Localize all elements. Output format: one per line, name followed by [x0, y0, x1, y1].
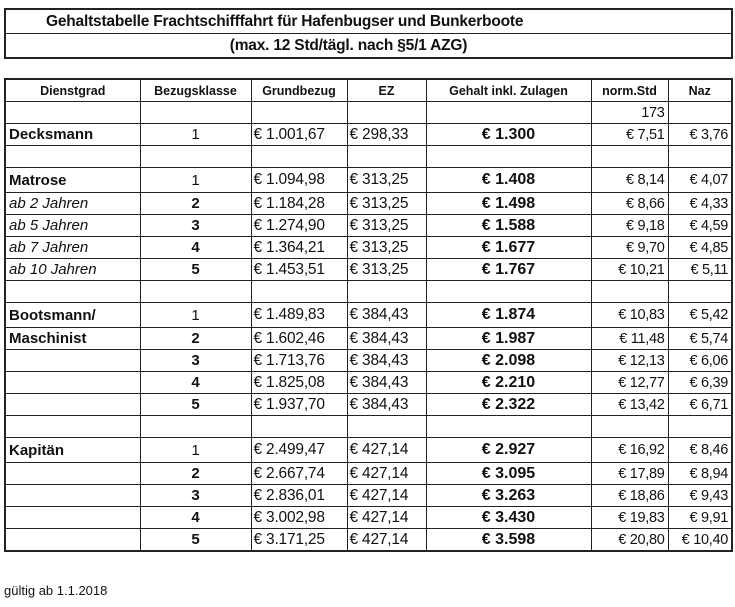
- class-cell: 3: [140, 485, 251, 507]
- ez-cell: € 427,14: [347, 507, 426, 529]
- rank-cell: Matrose: [5, 168, 140, 193]
- document-title: Gehaltstabelle Frachtschifffahrt für Hafenbugser und Bunkerboote: [6, 10, 731, 34]
- class-cell: 1: [140, 124, 251, 146]
- base-salary-cell: € 1.184,28: [251, 193, 347, 215]
- header-gehalt: Gehalt inkl. Zulagen: [426, 79, 591, 102]
- naz-cell: € 9,91: [668, 507, 732, 529]
- norm-hours-value: 173: [591, 102, 668, 124]
- table-row: [5, 303, 732, 328]
- table-row: [5, 372, 732, 394]
- rank-cell: Decksmann: [5, 124, 140, 146]
- class-cell: 4: [140, 507, 251, 529]
- base-salary-cell: € 3.171,25: [251, 529, 347, 552]
- class-cell: 4: [140, 237, 251, 259]
- total-salary-cell: € 1.987: [426, 328, 591, 350]
- ez-cell: € 384,43: [347, 350, 426, 372]
- class-cell: 3: [140, 350, 251, 372]
- table-row: [5, 485, 732, 507]
- hourly-rate-cell: € 9,70: [591, 237, 668, 259]
- ez-cell: € 298,33: [347, 124, 426, 146]
- rank-cell: [5, 350, 140, 372]
- naz-cell: € 9,43: [668, 485, 732, 507]
- naz-cell: € 10,40: [668, 529, 732, 552]
- naz-cell: € 6,06: [668, 350, 732, 372]
- hourly-rate-cell: € 13,42: [591, 394, 668, 416]
- base-salary-cell: € 2.499,47: [251, 438, 347, 463]
- base-salary-cell: € 1.489,83: [251, 303, 347, 328]
- table-header-row: [5, 79, 732, 102]
- table-row: [5, 438, 732, 463]
- naz-cell: € 8,46: [668, 438, 732, 463]
- hourly-rate-cell: € 10,21: [591, 259, 668, 281]
- ez-cell: € 427,14: [347, 438, 426, 463]
- ez-cell: € 313,25: [347, 215, 426, 237]
- base-salary-cell: € 1.274,90: [251, 215, 347, 237]
- class-cell: 5: [140, 259, 251, 281]
- salary-table: [4, 78, 733, 552]
- header-dienstgrad: Dienstgrad: [5, 79, 140, 102]
- spacer-row: [5, 416, 732, 438]
- base-salary-cell: € 1.713,76: [251, 350, 347, 372]
- table-row: [5, 124, 732, 146]
- naz-cell: € 4,59: [668, 215, 732, 237]
- naz-cell: € 3,76: [668, 124, 732, 146]
- spacer-row: [5, 146, 732, 168]
- class-cell: 3: [140, 215, 251, 237]
- ez-cell: € 384,43: [347, 328, 426, 350]
- header-naz: Naz: [668, 79, 732, 102]
- rank-cell: Kapitän: [5, 438, 140, 463]
- table-row: [5, 394, 732, 416]
- table-row: [5, 193, 732, 215]
- total-salary-cell: € 3.263: [426, 485, 591, 507]
- base-salary-cell: € 1.001,67: [251, 124, 347, 146]
- ez-cell: € 384,43: [347, 394, 426, 416]
- ez-cell: € 427,14: [347, 529, 426, 552]
- class-cell: 5: [140, 529, 251, 552]
- naz-cell: € 6,71: [668, 394, 732, 416]
- base-salary-cell: € 1.364,21: [251, 237, 347, 259]
- ez-cell: € 313,25: [347, 237, 426, 259]
- title-box: [4, 8, 733, 59]
- rank-cell: ab 7 Jahren: [5, 237, 140, 259]
- rank-cell: [5, 529, 140, 552]
- total-salary-cell: € 1.408: [426, 168, 591, 193]
- table-row: [5, 350, 732, 372]
- base-salary-cell: € 2.836,01: [251, 485, 347, 507]
- total-salary-cell: € 1.588: [426, 215, 591, 237]
- document-subtitle: (max. 12 Std/tägl. nach §5/1 AZG): [229, 37, 468, 54]
- base-salary-cell: € 1.825,08: [251, 372, 347, 394]
- header-norm-std: norm.Std: [591, 79, 668, 102]
- naz-cell: € 6,39: [668, 372, 732, 394]
- rank-cell: [5, 463, 140, 485]
- total-salary-cell: € 1.767: [426, 259, 591, 281]
- base-salary-cell: € 1.602,46: [251, 328, 347, 350]
- total-salary-cell: € 3.430: [426, 507, 591, 529]
- ez-cell: € 427,14: [347, 463, 426, 485]
- rank-cell: [5, 372, 140, 394]
- total-salary-cell: € 3.598: [426, 529, 591, 552]
- total-salary-cell: € 1.677: [426, 237, 591, 259]
- class-cell: 2: [140, 193, 251, 215]
- hourly-rate-cell: € 19,83: [591, 507, 668, 529]
- header-grundbezug: Grundbezug: [251, 79, 347, 102]
- class-cell: 4: [140, 372, 251, 394]
- total-salary-cell: € 1.498: [426, 193, 591, 215]
- validity-note: gültig ab 1.1.2018: [4, 583, 108, 598]
- norm-hours-row: [5, 102, 732, 124]
- ez-cell: € 384,43: [347, 303, 426, 328]
- hourly-rate-cell: € 12,77: [591, 372, 668, 394]
- ez-cell: € 384,43: [347, 372, 426, 394]
- ez-cell: € 313,25: [347, 259, 426, 281]
- header-bezugsklasse: Bezugsklasse: [140, 79, 251, 102]
- total-salary-cell: € 1.874: [426, 303, 591, 328]
- hourly-rate-cell: € 16,92: [591, 438, 668, 463]
- naz-cell: € 5,42: [668, 303, 732, 328]
- table-row: [5, 328, 732, 350]
- hourly-rate-cell: € 8,14: [591, 168, 668, 193]
- rank-cell: [5, 485, 140, 507]
- base-salary-cell: € 1.094,98: [251, 168, 347, 193]
- hourly-rate-cell: € 12,13: [591, 350, 668, 372]
- hourly-rate-cell: € 17,89: [591, 463, 668, 485]
- class-cell: 2: [140, 463, 251, 485]
- rank-cell: Maschinist: [5, 328, 140, 350]
- ez-cell: € 427,14: [347, 485, 426, 507]
- naz-cell: € 4,07: [668, 168, 732, 193]
- total-salary-cell: € 2.927: [426, 438, 591, 463]
- header-ez: EZ: [347, 79, 426, 102]
- hourly-rate-cell: € 9,18: [591, 215, 668, 237]
- base-salary-cell: € 3.002,98: [251, 507, 347, 529]
- naz-cell: € 5,74: [668, 328, 732, 350]
- rank-cell: ab 2 Jahren: [5, 193, 140, 215]
- class-cell: 1: [140, 168, 251, 193]
- naz-cell: € 8,94: [668, 463, 732, 485]
- table-row: [5, 507, 732, 529]
- total-salary-cell: € 3.095: [426, 463, 591, 485]
- base-salary-cell: € 1.937,70: [251, 394, 347, 416]
- base-salary-cell: € 1.453,51: [251, 259, 347, 281]
- total-salary-cell: € 2.098: [426, 350, 591, 372]
- hourly-rate-cell: € 10,83: [591, 303, 668, 328]
- rank-cell: [5, 394, 140, 416]
- ez-cell: € 313,25: [347, 168, 426, 193]
- naz-cell: € 5,11: [668, 259, 732, 281]
- class-cell: 5: [140, 394, 251, 416]
- total-salary-cell: € 1.300: [426, 124, 591, 146]
- table-row: [5, 463, 732, 485]
- total-salary-cell: € 2.210: [426, 372, 591, 394]
- class-cell: 2: [140, 328, 251, 350]
- rank-cell: ab 10 Jahren: [5, 259, 140, 281]
- naz-cell: € 4,33: [668, 193, 732, 215]
- rank-cell: [5, 507, 140, 529]
- hourly-rate-cell: € 11,48: [591, 328, 668, 350]
- table-row: [5, 237, 732, 259]
- hourly-rate-cell: € 18,86: [591, 485, 668, 507]
- hourly-rate-cell: € 7,51: [591, 124, 668, 146]
- base-salary-cell: € 2.667,74: [251, 463, 347, 485]
- hourly-rate-cell: € 20,80: [591, 529, 668, 552]
- table-row: [5, 259, 732, 281]
- total-salary-cell: € 2.322: [426, 394, 591, 416]
- rank-cell: Bootsmann/: [5, 303, 140, 328]
- naz-cell: € 4,85: [668, 237, 732, 259]
- table-row: [5, 215, 732, 237]
- rank-cell: ab 5 Jahren: [5, 215, 140, 237]
- table-row: [5, 168, 732, 193]
- table-row: [5, 529, 732, 552]
- hourly-rate-cell: € 8,66: [591, 193, 668, 215]
- spacer-row: [5, 281, 732, 303]
- ez-cell: € 313,25: [347, 193, 426, 215]
- class-cell: 1: [140, 303, 251, 328]
- class-cell: 1: [140, 438, 251, 463]
